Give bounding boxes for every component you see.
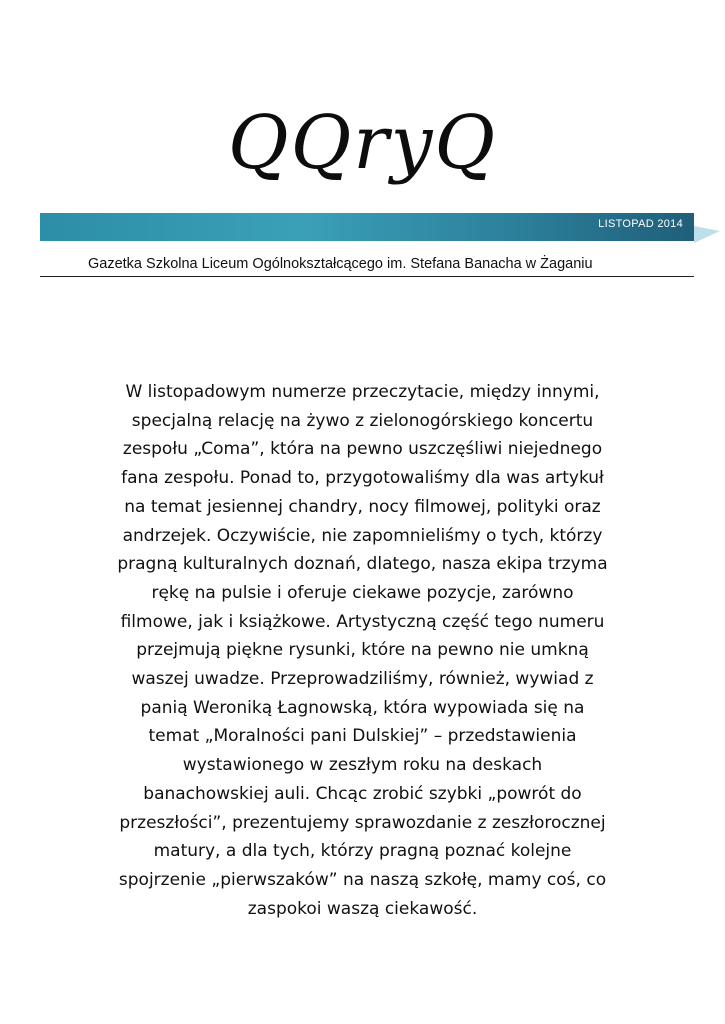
header-band-tail xyxy=(694,226,720,243)
article-line: filmowe, jak i książkowe. Artystyczną część tego numeru xyxy=(120,611,605,632)
article-body xyxy=(60,378,665,923)
article-line: zaspokoi waszą ciekawość. xyxy=(247,898,478,919)
article-line: pragną kulturalnych doznań, dlatego, nasza ekipa trzyma xyxy=(117,554,608,575)
article-line: na temat jesiennej chandry, nocy filmowej, polityki oraz xyxy=(124,496,601,517)
article-line: andrzejek. Oczywiście, nie zapomnieliśmy o tych, którzy xyxy=(122,525,603,546)
article-line: rękę na pulsie i oferuje ciekawe pozycje, zarówno xyxy=(151,582,574,603)
issue-date: LISTOPAD 2014 xyxy=(598,218,683,230)
article-line: temat „Moralności pani Dulskiej” – przedstawienia xyxy=(148,726,577,747)
article-line: matury, a dla tych, którzy pragną poznać kolejne xyxy=(153,841,572,862)
article-line: przejmują piękne rysunki, które na pewno nie umkną xyxy=(136,640,589,661)
article-line: W listopadowym numerze przeczytacie, między innymi, xyxy=(125,382,600,402)
article-line: wystawionego w zeszłym roku na deskach xyxy=(182,755,543,776)
header-band xyxy=(40,213,694,241)
article-line: przeszłości”, prezentujemy sprawozdanie z zeszłorocznej xyxy=(119,812,606,833)
header-divider xyxy=(40,276,694,277)
article-line: banachowskiej auli. Chcąc zrobić szybki „powrót do xyxy=(143,783,582,804)
masthead-title: QQryQ xyxy=(227,100,498,186)
article-line: fana zespołu. Ponad to, przygotowaliśmy dla was artykuł xyxy=(121,468,604,489)
article-line: panią Weroniką Łagnowską, która wypowiada się na xyxy=(140,697,585,718)
publication-subtitle: Gazetka Szkolna Liceum Ogólnokształcącego im. Stefana Banacha w Żaganiu xyxy=(88,256,593,272)
article-line: zespołu „Coma”, która na pewno uszczęśliwi niejednego xyxy=(122,439,603,460)
article-line: spojrzenie „pierwszaków” na naszą szkołę, mamy coś, co xyxy=(118,869,607,890)
article-line: waszej uwadze. Przeprowadziliśmy, również, wywiad z xyxy=(131,669,594,690)
article-line: specjalną relację na żywo z zielonogórskiego koncertu xyxy=(131,410,594,431)
